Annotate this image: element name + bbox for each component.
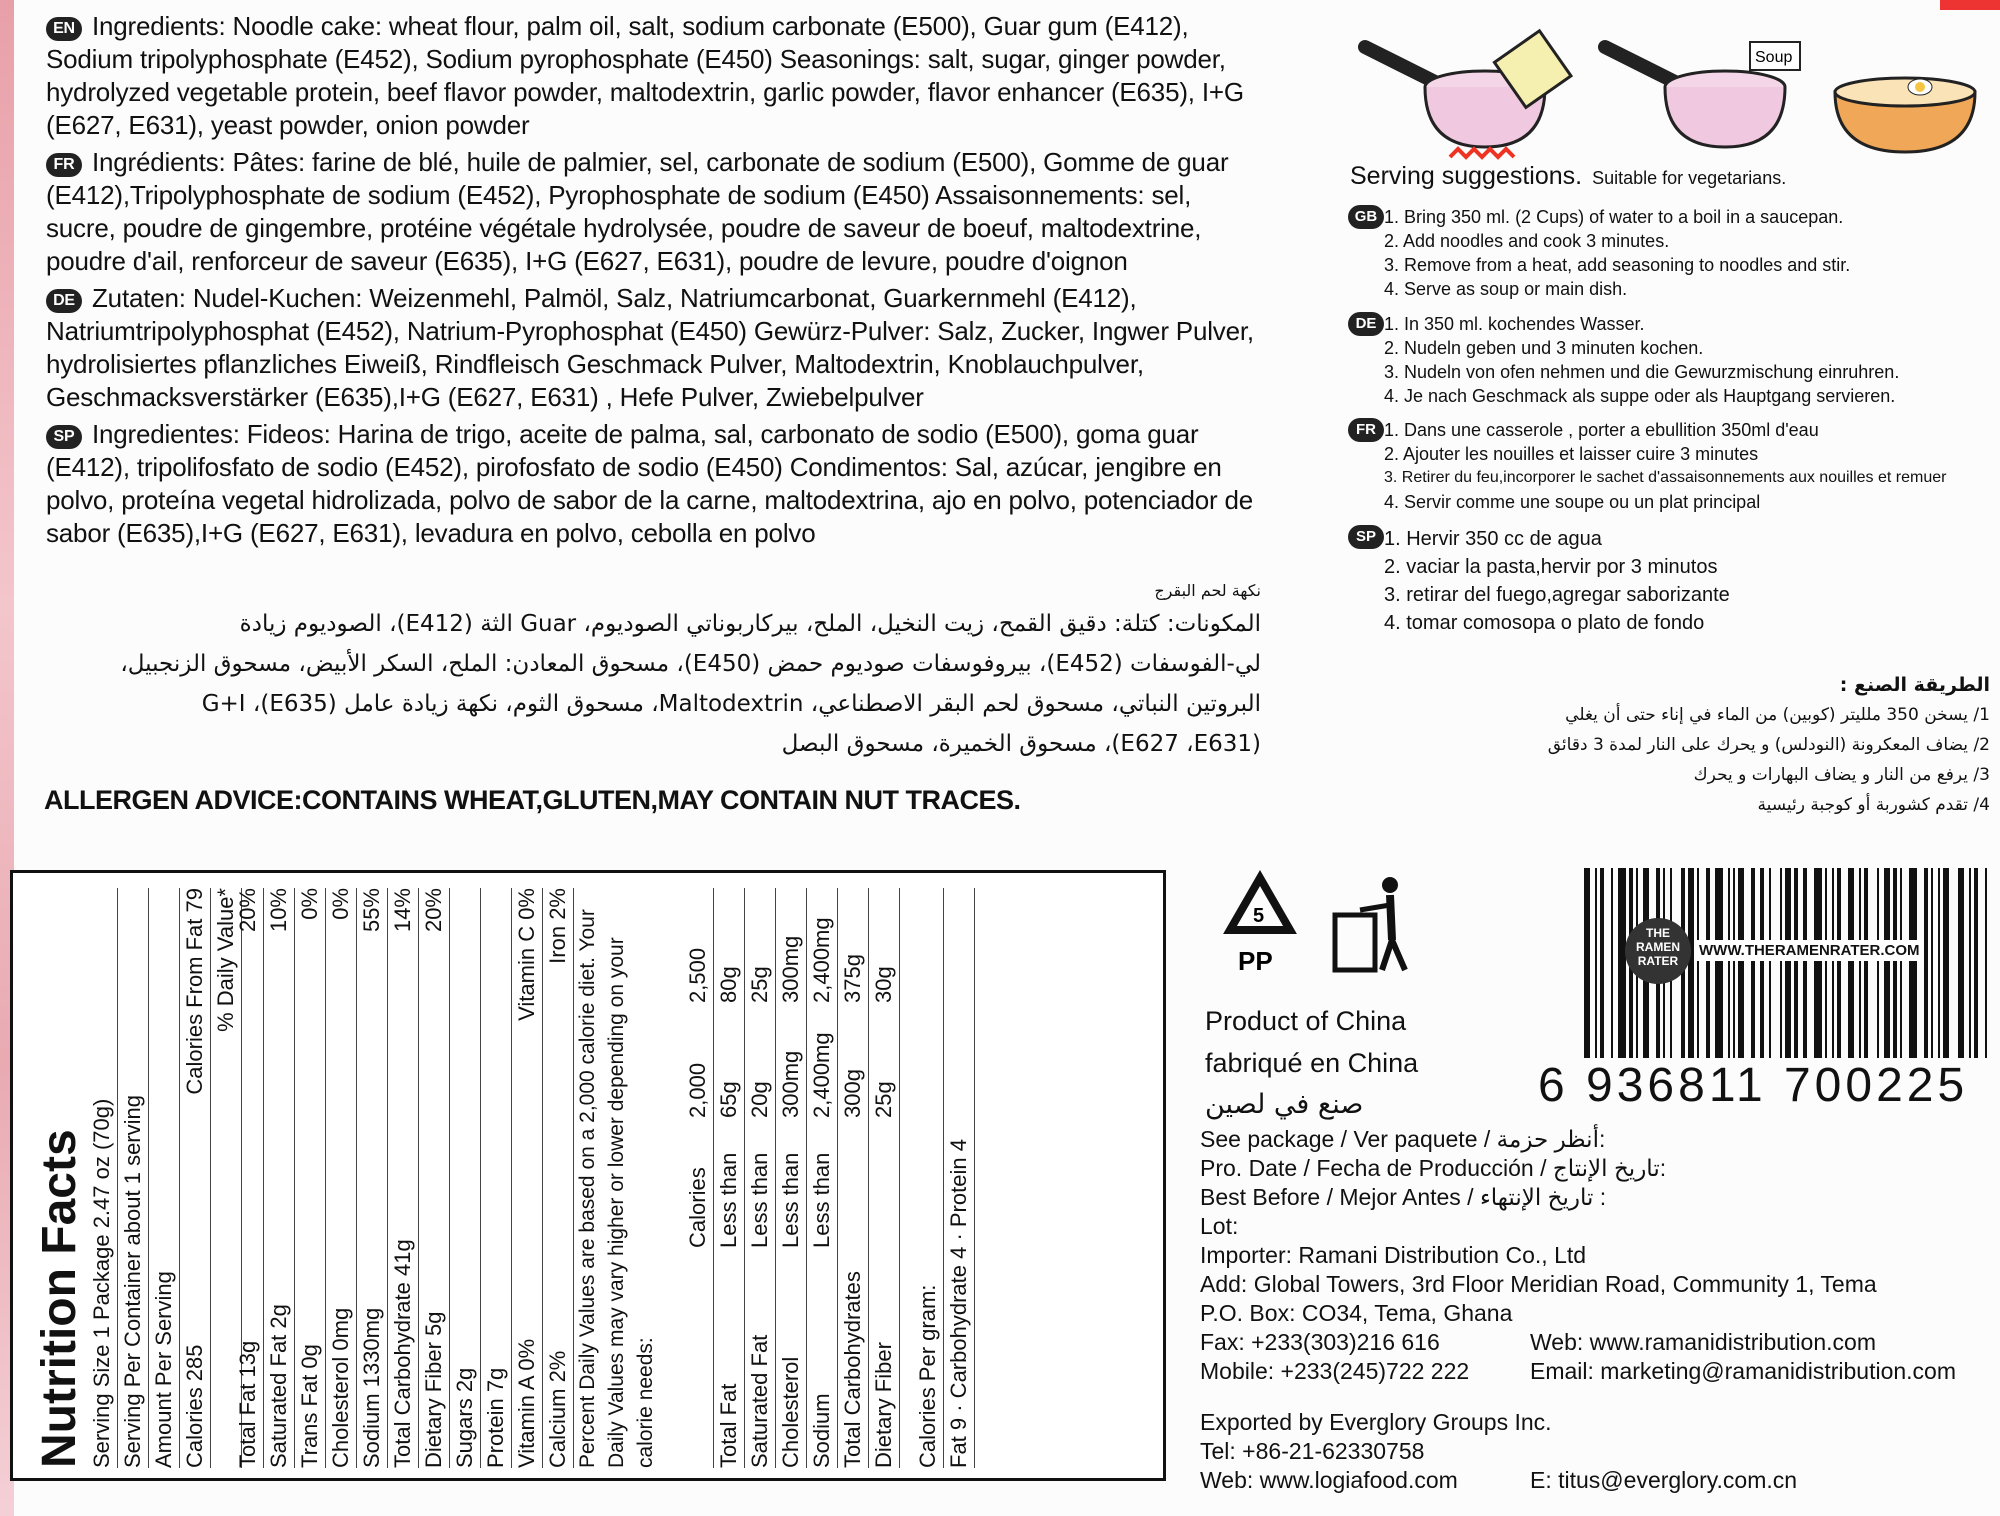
barcode-number: 6 936811 700225 (1538, 1059, 1969, 1112)
reference-row (869, 888, 900, 1468)
reference-cell: Less than (747, 1152, 772, 1248)
barcode-bar (1814, 868, 1822, 1058)
reference-cell: 80g (716, 966, 741, 1003)
ingredients-ar-line: (E627 ،E631)، مسحوق الخميرة، مسحوق البصل (781, 731, 1261, 757)
barcode-bar (1733, 868, 1735, 1058)
info-line: Best Before / Mejor Antes / تاريخ الإنتهاء : (1200, 1184, 1607, 1210)
nutrient-label: Trans Fat 0g (297, 1344, 322, 1468)
reference-cell: 25g (871, 1081, 896, 1118)
reference-cell: 2,400mg (809, 1032, 834, 1118)
barcode-bar (1943, 868, 1949, 1058)
flag-fr-step-icon: FR (1348, 418, 1384, 442)
step: 4. Je nach Geschmack als suppe oder als Hauptgang servieren. (1384, 386, 1896, 406)
steps-de (1348, 312, 1968, 408)
barcode-bar (1859, 868, 1861, 1058)
reference-cell: Less than (778, 1152, 803, 1248)
barcode-bar (1958, 868, 1964, 1058)
barcode-bar (1848, 868, 1854, 1058)
nutrient-dv: 20% (235, 888, 260, 933)
pot-seasoning-icon (1605, 42, 1800, 147)
recycle-symbols (1210, 870, 1430, 980)
nutrition-table (683, 888, 900, 1468)
reference-cell: Saturated Fat (747, 1334, 772, 1468)
barcode-bar (1715, 868, 1723, 1058)
recycle-number: 5 (1253, 905, 1265, 927)
ingredients-ar-line: البروتين النباتي، مسحوق لحم البقر الاصطناعي، Maltodextrin، مسحوق الثوم، نكهة زيادة عامل (E635)، G+I (201, 691, 1261, 717)
barcode-bar (1985, 868, 1987, 1058)
reference-cell: 300mg (778, 935, 803, 1003)
origin-en: Product of China (1205, 1006, 1407, 1036)
contact-row: Web: www.logiafood.com E: titus@everglory.com.cn (1200, 1467, 1798, 1493)
allergen-advice: ALLERGEN ADVICE:CONTAINS WHEAT,GLUTEN,MAY CONTAIN NUT TRACES. (44, 785, 1021, 815)
noodle-bowl-icon (1835, 78, 1975, 152)
barcode-bar (1751, 868, 1755, 1058)
ingredients-fr: FR Ingrédients: Pâtes: farine de blé, huile de palmier, sel, carbonate de sodium (E500), Gomme de guar (E412),Tripolyphosphate de sodium (E452), Pyrophosphate de sodium (E450) Assaisonnements: sel, sucre, poudre de gingembre, protéine végétale hydrolysée, poudre de saveur de boeuf, maltodextrine, poudre d'ail, renforceur de saveur (E635), I+G (E627, E631), poudre de levure, poudre d'oignon (46, 147, 1229, 276)
nutrition-rotated (33, 888, 1173, 1468)
nutrient-dv: 20% (421, 888, 446, 933)
barcode-bar (1837, 868, 1841, 1058)
reference-row (807, 888, 838, 1468)
barcode-bar (1931, 868, 1933, 1058)
barcode-bar (1611, 868, 1613, 1058)
barcode-bar (1780, 868, 1782, 1058)
step: 1. Hervir 350 cc de agua (1384, 528, 1602, 550)
nutrient-dv: 10% (266, 888, 291, 933)
nutrient-row (450, 888, 481, 1468)
steps-gb (1348, 205, 1968, 301)
nutrition-title: Nutrition Facts (33, 1129, 86, 1468)
reference-cell: 300mg (778, 1050, 803, 1118)
ingredients-en: EN Ingredients: Noodle cake: wheat flour, palm oil, salt, sodium carbonate (E500), Guar gum (E412), Sodium tripolyphosphate (E452), Sodium pyrophosphate (E450) Seasonings: salt, sugar, ginger powder, hydrolyzed vegetable protein, beef flavor powder, maltodextrin, garlic powder, flavor enhancer (E635), I+G (E627, E631), yeast powder, onion powder (46, 11, 1244, 140)
nutrient-label: Total Carbohydrate 41g (390, 1239, 415, 1468)
step: 1. Bring 350 ml. (2 Cups) of water to a boil in a saucepan. (1384, 207, 1844, 227)
contact-row: Fax: +233(303)216 616 Web: www.ramanidistribution.com (1200, 1329, 1876, 1355)
recycle-pp-icon (1230, 878, 1290, 976)
reference-cell: Calories (685, 1167, 710, 1248)
exporter-name: Exported by Everglory Groups Inc. (1200, 1409, 1552, 1435)
contact-row: Mobile: +233(245)722 222 Email: marketing@ramanidistribution.com (1200, 1358, 1956, 1384)
nutrient-dv: 14% (390, 888, 415, 933)
origin-fr: fabriqué en China (1205, 1048, 1419, 1078)
nutrition-facts-box (10, 870, 1166, 1481)
barcode-bar (1600, 868, 1604, 1058)
reference-cell: Total Fat (716, 1383, 741, 1468)
importer-address: Add: Global Towers, 3rd Floor Meridian Road, Community 1, Tema (1200, 1271, 1877, 1297)
step: 1/ يسخن 350 ملليتر (كوبين) من الماء في إناء حتى أن يغلي (1565, 705, 1990, 725)
barcode-bar (1969, 868, 1971, 1058)
step: 4. Servir comme une soupe ou un plat principal (1384, 492, 1761, 512)
origin-ar: صنع في لصين (1205, 1089, 1364, 1120)
watermark-url: WWW.THERAMENRATER.COM (1696, 940, 1923, 961)
nutrition-footnote: Percent Daily Values are based on a 2,000 calorie diet. Your Daily Values may vary higher or lower depending on your calorie needs: (576, 909, 657, 1468)
nutrient-label: Sodium 1330mg (359, 1307, 384, 1468)
reference-cell: 300g (840, 1069, 865, 1118)
steps-fr (1348, 418, 1968, 514)
cooking-illustration (1355, 22, 1995, 167)
per-gram (913, 888, 975, 1468)
serving-subtitle: Suitable for vegetarians. (1592, 168, 1787, 188)
nutrient-row (419, 888, 450, 1468)
package-edge-top (1940, 0, 2000, 10)
barcode-bar (1803, 868, 1807, 1058)
reference-cell: 20g (747, 1081, 772, 1118)
flag-sp-icon: SP (46, 425, 82, 449)
serving-size: Serving Size 1 Package 2.47 oz (70g) (87, 888, 118, 1468)
step: 3. Nudeln von ofen nehmen und die Gewurzmischung einruhren. (1384, 362, 1900, 382)
barcode-bar (1825, 868, 1827, 1058)
ingredients-ar-head: نكهة لحم البقرج (1154, 581, 1261, 600)
nutrient-row (481, 888, 512, 1468)
nutrient-row (388, 888, 419, 1468)
barcode-bar (1595, 868, 1597, 1058)
reference-cell: Less than (716, 1152, 741, 1248)
flag-de-step-icon: DE (1348, 312, 1384, 336)
step: 1. Dans une casserole , porter a ebullition 350ml d'eau (1384, 420, 1819, 440)
importer: Importer: Ramani Distribution Co., Ltd (1200, 1242, 1587, 1268)
barcode-bar (1688, 868, 1694, 1058)
reference-cell: Sodium (809, 1393, 834, 1468)
steps-sp (1348, 525, 1968, 637)
nutrient-label: Protein 7g (483, 1367, 508, 1468)
ramen-rater-logo-icon: THE RAMEN RATER (1625, 918, 1691, 984)
recycle-label: PP (1238, 946, 1273, 976)
barcode-bar (1706, 868, 1710, 1058)
step: 3. Remove from a heat, add seasoning to noodles and stir. (1384, 255, 1851, 275)
amount-per-serving: Amount Per Serving (149, 888, 180, 1468)
ingredients-ar (46, 578, 1261, 764)
nutrition-rows (233, 888, 574, 1468)
barcode-bar (1728, 868, 1730, 1058)
nutrient-label: Calcium 2% (545, 1350, 570, 1468)
nutrient-dv: Vitamin C 0% (514, 888, 539, 1021)
barcode-bar (1900, 868, 1902, 1058)
barcode-bar (1769, 868, 1771, 1058)
ingredients-ar-line: لي-الفوسفات (E452)، بيروفوسفات صوديوم حمض (E450)، مسحوق المعادن: الملح، السكر الأبيض، مسحوق الزنجبيل، (120, 651, 1261, 677)
nutrient-dv: 0% (297, 888, 322, 920)
step: 1. In 350 ml. kochendes Wasser. (1384, 314, 1645, 334)
reference-cell: 65g (716, 1081, 741, 1118)
barcode-bar (1760, 868, 1764, 1058)
barcode-bar (1877, 868, 1879, 1058)
reference-row (683, 888, 714, 1468)
flag-fr-icon: FR (46, 153, 82, 177)
package-info (1200, 1125, 1956, 1495)
nutrient-label: Vitamin A 0% (514, 1338, 539, 1468)
barcode-bar (1974, 868, 1978, 1058)
calories-row: Calories 285 Calories From Fat 79 (180, 888, 211, 1468)
nutrient-label: Cholesterol 0mg (328, 1307, 353, 1468)
barcode-bar (1584, 868, 1590, 1058)
reference-cell: 2,500 (685, 947, 710, 1003)
nutrient-dv: 55% (359, 888, 384, 933)
steps-ar (1340, 670, 1990, 820)
nutrient-row (295, 888, 326, 1468)
flag-de-icon: DE (46, 289, 82, 313)
info-line: Pro. Date / Fecha de Producción / تاريخ الإنتاج: (1200, 1155, 1667, 1181)
nutrition-facts-panel (10, 870, 1160, 1510)
importer-po-box: P.O. Box: CO34, Tema, Ghana (1200, 1300, 1513, 1326)
nutrient-label: Sugars 2g (452, 1367, 477, 1468)
nutrient-dv: Iron 2% (545, 888, 570, 964)
reference-cell: Total Carbohydrates (840, 1271, 865, 1468)
serving-title: Serving suggestions. Suitable for vegetarians. (1350, 162, 1787, 190)
step: 4/ تقدم كشوربة أو كوجبة رئيسية (1757, 795, 1990, 815)
barcode-bar (1909, 868, 1917, 1058)
reference-cell: Cholesterol (778, 1356, 803, 1468)
reference-cell: 375g (840, 954, 865, 1003)
servings-per-container: Serving Per Container about 1 serving (118, 888, 149, 1468)
barcode-bar (1794, 868, 1798, 1058)
step: 4. tomar comosopa o plato de fondo (1384, 612, 1705, 634)
ingredients-ar-line: المكونات: كتلة: دقيق القمح، زيت النخيل، الملح، بيركاربوناتي الصوديوم، Guar الثة (E412)، الصوديوم زيادة (239, 611, 1261, 637)
nutrient-label: Dietary Fiber 5g (421, 1311, 446, 1468)
barcode-bar (1738, 868, 1744, 1058)
ingredients-section (46, 10, 1261, 554)
ingredients-sp: SP Ingredientes: Fideos: Harina de trigo, aceite de palma, sal, carbonato de sodio (E500), goma guar (E412), tripolifosfato de sodio (E452), pirofosfato de sodio (E450) Condimentos: Sal, azúcar, jengibre en polvo, proteína vegetal hidrolizada, polvo de sabor de la carne, maltodextrina, ajo en polvo, potenciador de sabor (E635),I+G (E627, E631), levadura en polvo, cebolla en polvo (46, 419, 1253, 548)
barcode-bar (1785, 868, 1791, 1058)
per-gram-title: Calories Per gram: (913, 888, 944, 1468)
nutrient-row (543, 888, 574, 1468)
flag-gb-icon: GB (1348, 205, 1384, 229)
barcode-bar (1832, 868, 1834, 1058)
reference-row (838, 888, 869, 1468)
flag-en-icon: EN (46, 17, 82, 41)
reference-row (776, 888, 807, 1468)
reference-cell: Less than (809, 1152, 834, 1248)
step: 2. Ajouter les nouilles et laisser cuire 3 minutes (1384, 444, 1759, 464)
tidyman-bin-icon (1335, 877, 1405, 970)
nutrient-row (357, 888, 388, 1468)
step: 2/ يضاف المعكرونة (النودلس) و يحرك على النار لمدة 3 دقائق (1547, 735, 1990, 755)
reference-row (714, 888, 745, 1468)
barcode-bar (1924, 868, 1928, 1058)
step: 4. Serve as soup or main dish. (1384, 279, 1628, 299)
soup-packet-label: Soup (1755, 49, 1793, 66)
barcode-bar (1697, 868, 1699, 1058)
exporter-tel: Tel: +86-21-62330758 (1200, 1438, 1425, 1464)
steps-ar-title: الطريقة الصنع : (1839, 674, 1990, 696)
barcode-bar (1884, 868, 1890, 1058)
step: 2. vaciar la pasta,hervir por 3 minutos (1384, 556, 1718, 578)
daily-value-header: % Daily Value* (211, 888, 242, 1468)
nutrient-label: Saturated Fat 2g (266, 1304, 291, 1468)
nutrient-row (264, 888, 295, 1468)
barcode-bar (1864, 868, 1868, 1058)
reference-cell: 30g (871, 966, 896, 1003)
info-line: Lot: (1200, 1213, 1239, 1239)
barcode-bar (1618, 868, 1626, 1058)
pot-boil-icon (1365, 31, 1571, 157)
reference-cell: Dietary Fiber (871, 1342, 896, 1468)
step: 2. Add noodles and cook 3 minutes. (1384, 231, 1670, 251)
per-gram-values: Fat 9 · Carbohydrate 4 · Protein 4 (944, 888, 975, 1468)
barcode-bar (1893, 868, 1897, 1058)
nutrient-row (326, 888, 357, 1468)
nutrient-row (233, 888, 264, 1468)
step: 3. Retirer du feu,incorporer le sachet d'assaisonnements aux nouilles et remuer (1384, 469, 1947, 486)
reference-row (745, 888, 776, 1468)
flag-sp-step-icon: SP (1348, 525, 1384, 549)
reference-cell: 2,400mg (809, 917, 834, 1003)
reference-cell: 25g (747, 966, 772, 1003)
info-line: See package / Ver paquete / أنظر حزمة: (1200, 1126, 1606, 1152)
origin (1205, 1000, 1418, 1126)
reference-cell: 2,000 (685, 1062, 710, 1118)
nutrition-header (33, 888, 242, 1468)
step: 3. retirar del fuego,agregar saborizante (1384, 584, 1730, 606)
step: 3/ يرفع من النار و يضاف البهارات و يحرك (1693, 765, 1990, 785)
barcode-bar (1938, 868, 1940, 1058)
nutrient-row (512, 888, 543, 1468)
nutrient-dv: 0% (328, 888, 353, 920)
step: 2. Nudeln geben und 3 minuten kochen. (1384, 338, 1704, 358)
nutrient-label: Total Fat 13g (235, 1340, 260, 1468)
ingredients-de: DE Zutaten: Nudel-Kuchen: Weizenmehl, Palmöl, Salz, Natriumcarbonat, Guarkernmehl (E412), Natriumtripolyphosphat (E452), Natrium-Pyrophosphat (E450) Gewürz-Pulver: Salz, Zucker, Ingwer Pulver, hydrolisiertes pflanzliches Eiweiß, Rindfleisch Geschmack Pulver, Maltodextrin, Knoblauchpulver, Geschmacksverstärker (E635),I+G (E627, E631) , Hefe Pulver, Zwiebelpulver (46, 283, 1254, 412)
